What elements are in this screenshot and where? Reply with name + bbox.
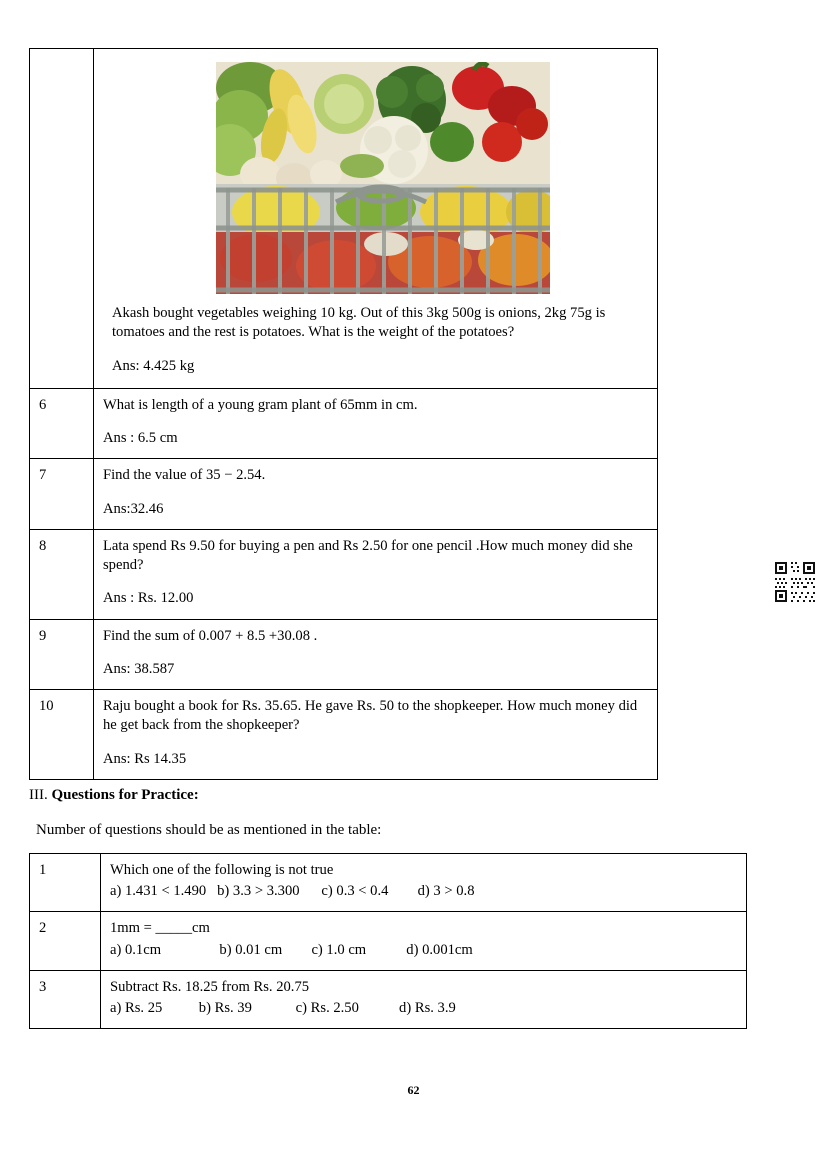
row-content-cell <box>94 619 658 690</box>
vegetables-photo <box>216 62 550 294</box>
row-number-cell: 3 <box>30 970 101 1029</box>
page-number: 62 <box>407 1083 420 1097</box>
row-number-cell <box>30 49 94 389</box>
row-content-cell <box>94 690 658 780</box>
row-content-cell <box>94 388 658 459</box>
answer-text: Ans : 6.5 cm <box>103 430 178 446</box>
question-text: Find the sum of 0.007 + 8.5 +30.08 . <box>103 627 318 644</box>
row-number-cell: 9 <box>30 619 94 690</box>
section-heading <box>29 785 747 806</box>
vegetables-image-wrap <box>103 56 648 304</box>
table-row <box>30 529 658 619</box>
row-number-cell: 6 <box>30 388 94 459</box>
table-row <box>30 912 747 971</box>
table-row <box>30 49 658 389</box>
answer-text: Ans: 38.587 <box>103 660 175 677</box>
row-number-cell: 2 <box>30 912 101 971</box>
qr-code-icon <box>773 560 817 604</box>
row-content-cell <box>94 459 658 530</box>
row-content-cell <box>94 49 658 389</box>
table-row <box>30 619 658 690</box>
question-text: Find the value of 35 − 2.54. <box>103 467 266 484</box>
image-row-text <box>103 304 648 378</box>
row-number-cell: 10 <box>30 690 94 780</box>
options-text: a) Rs. 25 b) Rs. 39 c) Rs. 2.50 d) Rs. 3.9 <box>110 1000 456 1016</box>
practice-questions-table <box>29 853 747 1030</box>
answer-text: Ans : Rs. 12.00 <box>103 590 194 607</box>
table-row <box>30 970 747 1029</box>
question-text: What is length of a young gram plant of 65mm in cm. <box>103 396 418 413</box>
table-row <box>30 690 658 780</box>
table-row <box>30 459 658 530</box>
row-content-cell <box>101 970 747 1029</box>
row-content-cell <box>101 853 747 912</box>
row-content-cell <box>94 529 658 619</box>
solved-questions-table <box>29 48 658 780</box>
question-text: Subtract Rs. 18.25 from Rs. 20.75 <box>110 978 310 995</box>
options-text: a) 0.1cm b) 0.01 cm c) 1.0 cm d) 0.001cm <box>110 941 473 958</box>
question-text: Which one of the following is not true <box>110 861 334 878</box>
table-row <box>30 388 658 459</box>
question-text: Lata spend Rs 9.50 for buying a pen and Rs 2.50 for one pencil .How much money did she spend? <box>103 537 633 573</box>
row-number-cell: 7 <box>30 459 94 530</box>
question-text: 1mm = _____cm <box>110 920 210 937</box>
section-subtitle: Number of questions should be as mentioned in the table: <box>36 821 382 838</box>
section-numeral: III. <box>29 786 48 803</box>
page-content <box>29 48 747 1029</box>
row-number-cell: 1 <box>30 853 101 912</box>
answer-text: Ans:32.46 <box>103 500 164 517</box>
question-text: Raju bought a book for Rs. 35.65. He gave Rs. 50 to the shopkeeper. How much money did he get back from the shopkeeper? <box>103 698 638 734</box>
row-content-cell <box>101 912 747 971</box>
section-colon: : <box>193 786 199 803</box>
section-title: Questions for Practice <box>51 786 194 803</box>
options-text: a) 1.431 < 1.490 b) 3.3 > 3.300 c) 0.3 < 0.4 d) 3 > 0.8 <box>110 883 475 899</box>
answer-text: Ans: Rs 14.35 <box>103 750 187 767</box>
question-text: Akash bought vegetables weighing 10 kg. Out of this 3kg 500g is onions, 2kg 75g is tomatoes and the rest is potatoes. What is the weight of the potatoes? <box>112 305 606 341</box>
vegetables-illustration <box>216 62 550 294</box>
row-number-cell: 8 <box>30 529 94 619</box>
answer-text: Ans: 4.425 kg <box>112 357 195 374</box>
table-row <box>30 853 747 912</box>
